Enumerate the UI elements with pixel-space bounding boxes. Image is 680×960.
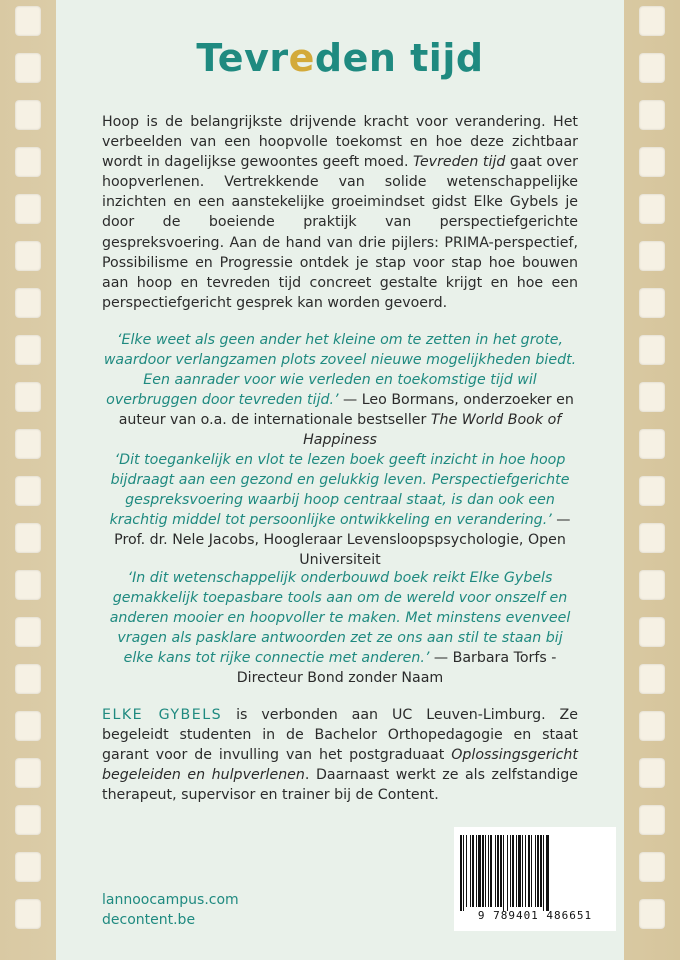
- quote-attribution: — Prof. dr. Nele Jacobs, Hoogleraar Levensloopspsychologie, Open Universiteit: [114, 512, 571, 569]
- quote-torfs: [102, 568, 578, 689]
- isbn-number: 9 789401 486651: [477, 909, 593, 922]
- film-hole: [15, 523, 41, 553]
- film-hole: [15, 617, 41, 647]
- film-hole: [639, 711, 665, 741]
- film-hole: [15, 570, 41, 600]
- bio-program: Oplossingsgericht begeleiden en hulpverlenen: [102, 747, 578, 784]
- author-bio: [102, 705, 578, 805]
- film-hole: [639, 382, 665, 412]
- title-part: Tevr: [196, 36, 289, 80]
- barcode-bars: [460, 835, 610, 907]
- isbn-barcode: [454, 827, 616, 931]
- title-accent-letter: e: [288, 36, 315, 80]
- film-hole: [15, 147, 41, 177]
- film-hole: [15, 241, 41, 271]
- film-hole: [639, 805, 665, 835]
- quote-attribution-title: The World Book of Happiness: [303, 412, 562, 449]
- film-hole: [15, 100, 41, 130]
- film-hole: [639, 758, 665, 788]
- film-hole: [15, 194, 41, 224]
- publisher-links: [102, 890, 239, 930]
- film-hole: [639, 288, 665, 318]
- film-hole: [15, 288, 41, 318]
- bio-text: . Daarnaast werkt ze als zelfstandige therapeut, supervisor en trainer bij de Content.: [102, 767, 578, 804]
- book-title: [56, 36, 624, 80]
- film-hole: [15, 382, 41, 412]
- film-hole: [15, 664, 41, 694]
- film-hole: [15, 6, 41, 36]
- film-hole: [15, 805, 41, 835]
- author-name: ELKE GYBELS: [102, 707, 223, 723]
- film-hole: [15, 429, 41, 459]
- film-hole: [639, 53, 665, 83]
- film-strip-left: [0, 0, 56, 960]
- film-hole: [15, 53, 41, 83]
- back-cover-panel: [56, 0, 624, 960]
- quote-text: ‘Dit toegankelijk en vlot te lezen boek geeft inzicht in hoe hoop bijdraagt aan een gezond en gelukkig leven. Perspectiefgerichte gespreksvoering waarbij hoop centraal staat, is dan ook een krachtig middel tot persoonlijke ontwikkeling en verandering.’: [109, 452, 570, 529]
- barcode-bar: [549, 835, 550, 907]
- film-strip-right: [624, 0, 680, 960]
- quote-jacobs: [102, 450, 578, 571]
- film-hole: [15, 758, 41, 788]
- quote-text: ‘Elke weet als geen ander het kleine om te zetten in het grote, waardoor verlangzamen plots zoveel nieuwe mogelijkheden biedt. Een aanrader voor wie verleden en toekomstige tijd wil overbruggen door tevreden tijd.’: [103, 332, 577, 409]
- film-hole: [639, 899, 665, 929]
- film-hole: [639, 664, 665, 694]
- film-hole: [15, 335, 41, 365]
- film-hole: [639, 100, 665, 130]
- film-hole: [639, 147, 665, 177]
- film-hole: [639, 335, 665, 365]
- intro-text: Hoop is de belangrijkste drijvende kracht voor verandering. Het verbeelden van een hoopvolle toekomst en hoe deze zichtbaar wordt in dagelijkse gewoontes geeft moed.: [102, 114, 578, 171]
- film-hole: [15, 476, 41, 506]
- quote-bormans: [102, 330, 578, 451]
- link-decontent[interactable]: decontent.be: [102, 912, 196, 928]
- quote-attribution: — Barbara Torfs - Directeur Bond zonder Naam: [236, 650, 557, 687]
- intro-text: gaat over hoopverlenen. Vertrekkende van solide wetenschappelijke inzichten en een aanstekelijke groeimindset gidst Elke Gybels je door de boeiende praktijk van perspectiefgerichte gespreksvoering. Aan de hand van drie pijlers: PRIMA-perspectief, Possibilisme en Progressie ontdek je stap voor stap hoe bouwen aan hoop en tevreden tijd concreet gestalte krijgt en hoe een perspectiefgericht gesprek kan worden gevoerd.: [102, 154, 578, 311]
- film-hole: [639, 523, 665, 553]
- quote-attribution: — Leo Bormans, onderzoeker en auteur van o.a. de internationale bestseller: [118, 392, 574, 429]
- film-hole: [639, 570, 665, 600]
- quote-text: ‘In dit wetenschappelijk onderbouwd boek reikt Elke Gybels gemakkelijk toepasbare tools aan om de wereld voor onszelf en anderen mooier en hoopvoller te maken. Met minstens evenveel vragen als pasklare antwoorden zet ze ons aan stil te staan bij elke kans tot rijke connectie met anderen.’: [109, 570, 571, 667]
- film-hole: [15, 711, 41, 741]
- film-hole: [639, 241, 665, 271]
- link-lannoocampus[interactable]: lannoocampus.com: [102, 892, 239, 908]
- film-hole: [639, 6, 665, 36]
- film-hole: [639, 617, 665, 647]
- film-hole: [639, 429, 665, 459]
- film-hole: [15, 852, 41, 882]
- film-hole: [15, 899, 41, 929]
- film-hole: [639, 852, 665, 882]
- film-hole: [639, 194, 665, 224]
- intro-book-title: Tevreden tijd: [413, 154, 506, 171]
- title-part: den tijd: [314, 36, 484, 80]
- film-hole: [639, 476, 665, 506]
- bio-text: is verbonden aan UC Leuven-Limburg. Ze begeleidt studenten in de Bachelor Orthopedagogie en staat garant voor de invulling van het postgraduaat: [102, 707, 578, 764]
- intro-paragraph: [102, 112, 578, 313]
